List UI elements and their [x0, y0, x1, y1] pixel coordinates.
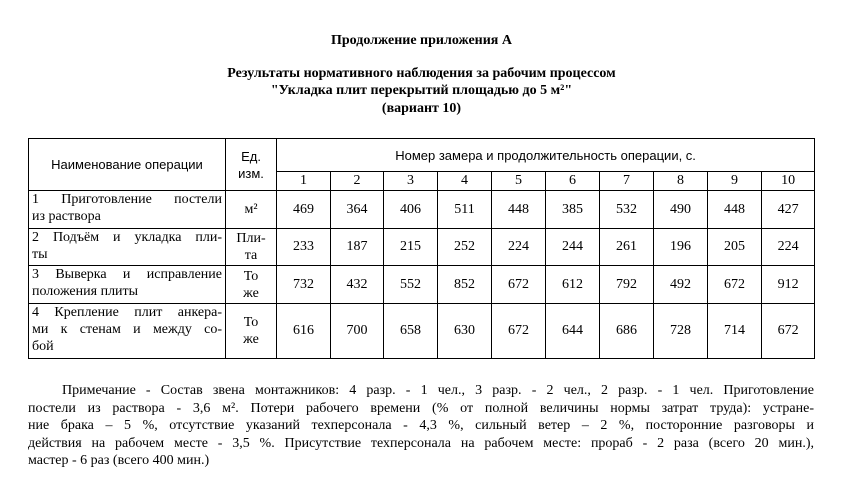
duration-value-cell: 912: [762, 266, 815, 304]
operation-name-line: 3 Выверка и исправление: [32, 267, 222, 282]
duration-value-cell: 492: [654, 266, 708, 304]
column-header-measurements: Номер замера и продолжительность операции, с.: [277, 139, 815, 172]
unit-line: м²: [244, 202, 258, 217]
appendix-continuation-heading: Продолжение приложения А: [331, 33, 512, 48]
duration-value-cell: 672: [492, 266, 546, 304]
unit-line: та: [244, 248, 258, 263]
duration-value-cell: 196: [654, 229, 708, 266]
duration-value-cell: 244: [546, 229, 600, 266]
measure-number-header: 1: [277, 172, 331, 191]
duration-value-cell: 261: [600, 229, 654, 266]
unit-cell: [226, 266, 277, 304]
measure-number-header: 2: [331, 172, 384, 191]
duration-value-cell: 448: [492, 191, 546, 229]
measure-number-header: 6: [546, 172, 600, 191]
measure-number-header: 8: [654, 172, 708, 191]
duration-value-cell: 490: [654, 191, 708, 229]
measure-number-header: 4: [438, 172, 492, 191]
measure-number-header: 10: [762, 172, 815, 191]
duration-value-cell: 630: [438, 304, 492, 359]
duration-value-cell: 224: [762, 229, 815, 266]
duration-value-cell: 511: [438, 191, 492, 229]
operation-name-cell: [29, 229, 226, 266]
unit-line: же: [243, 332, 259, 347]
duration-value-cell: 714: [708, 304, 762, 359]
operation-name-line: 1 Приготовление постели: [32, 192, 222, 207]
note-line: мастер - 6 раз (всего 400 мин.): [28, 453, 210, 469]
duration-value-cell: 448: [708, 191, 762, 229]
table-row: [29, 229, 815, 266]
measure-number-header: 7: [600, 172, 654, 191]
duration-value-cell: 427: [762, 191, 815, 229]
duration-value-cell: 364: [331, 191, 384, 229]
unit-line: Пли-: [236, 231, 266, 246]
note-line: Примечание - Состав звена монтажников: 4 разр. - 1 чел., 3 разр. - 2 чел., 2 разр. - 1 чел. Приготовление: [62, 383, 814, 398]
duration-value-cell: 385: [546, 191, 600, 229]
duration-value-cell: 406: [384, 191, 438, 229]
column-header-operation-name: Наименование операции: [29, 139, 226, 191]
duration-value-cell: 672: [708, 266, 762, 304]
duration-value-cell: 187: [331, 229, 384, 266]
operation-name-line: 4 Крепление плит анкера-: [32, 305, 222, 320]
operation-name-line: из раствора: [32, 209, 101, 224]
duration-value-cell: 672: [492, 304, 546, 359]
duration-value-cell: 532: [600, 191, 654, 229]
note-line: ние брака – 5 %, отсутствие указаний техперсонала - 4,3 %, сильный ветер – 2 %, посторонние разговоры и: [28, 418, 814, 434]
unit-line: То: [243, 315, 259, 330]
duration-value-cell: 233: [277, 229, 331, 266]
column-header-unit: [226, 139, 277, 191]
operation-name-cell: [29, 304, 226, 359]
unit-cell: [226, 304, 277, 359]
duration-value-cell: 792: [600, 266, 654, 304]
duration-value-cell: 215: [384, 229, 438, 266]
note-line: действия на рабочем месте - 3,5 %. Присутствие техперсонала на рабочем месте: прораб - 2 раза (всего 20 мин.),: [28, 435, 814, 451]
measure-number-header: 9: [708, 172, 762, 191]
operation-name-line: положения плиты: [32, 284, 139, 299]
document-title-line-2: "Укладка плит перекрытий площадью до 5 м²": [270, 83, 573, 98]
duration-value-cell: 224: [492, 229, 546, 266]
document-title-line-1: Результаты нормативного наблюдения за рабочим процессом: [227, 66, 616, 81]
note-line: постели из раствора - 3,6 м². Потери рабочего времени (% от полной величины нормы затрат труда): устране-: [28, 400, 814, 416]
duration-value-cell: 728: [654, 304, 708, 359]
operation-name-line: бой: [32, 339, 54, 354]
column-header-unit-line-1: Ед.: [241, 148, 261, 164]
unit-line: То: [243, 268, 259, 284]
measure-number-header: 5: [492, 172, 546, 191]
duration-value-cell: 612: [546, 266, 600, 304]
observation-results-table: [28, 138, 815, 359]
operation-name-line: 2 Подъём и укладка пли-: [32, 230, 222, 245]
duration-value-cell: 432: [331, 266, 384, 304]
operation-name-line: ми к стенам и между со-: [32, 322, 222, 337]
duration-value-cell: 852: [438, 266, 492, 304]
operation-name-cell: [29, 191, 226, 229]
unit-line: же: [243, 285, 259, 301]
duration-value-cell: 205: [708, 229, 762, 266]
duration-value-cell: 686: [600, 304, 654, 359]
duration-value-cell: 616: [277, 304, 331, 359]
table-row: [29, 304, 815, 359]
table-row: [29, 191, 815, 229]
column-header-unit-line-2: изм.: [238, 165, 264, 181]
duration-value-cell: 469: [277, 191, 331, 229]
duration-value-cell: 700: [331, 304, 384, 359]
unit-cell: [226, 191, 277, 229]
duration-value-cell: 552: [384, 266, 438, 304]
duration-value-cell: 252: [438, 229, 492, 266]
duration-value-cell: 672: [762, 304, 815, 359]
duration-value-cell: 658: [384, 304, 438, 359]
document-title-variant: (вариант 10): [381, 101, 462, 116]
operation-name-line: ты: [32, 247, 48, 262]
operation-name-cell: [29, 266, 226, 304]
table-row: [29, 266, 815, 304]
table-note: [28, 382, 814, 470]
duration-value-cell: 644: [546, 304, 600, 359]
measure-number-header: 3: [384, 172, 438, 191]
duration-value-cell: 732: [277, 266, 331, 304]
unit-cell: [226, 229, 277, 266]
